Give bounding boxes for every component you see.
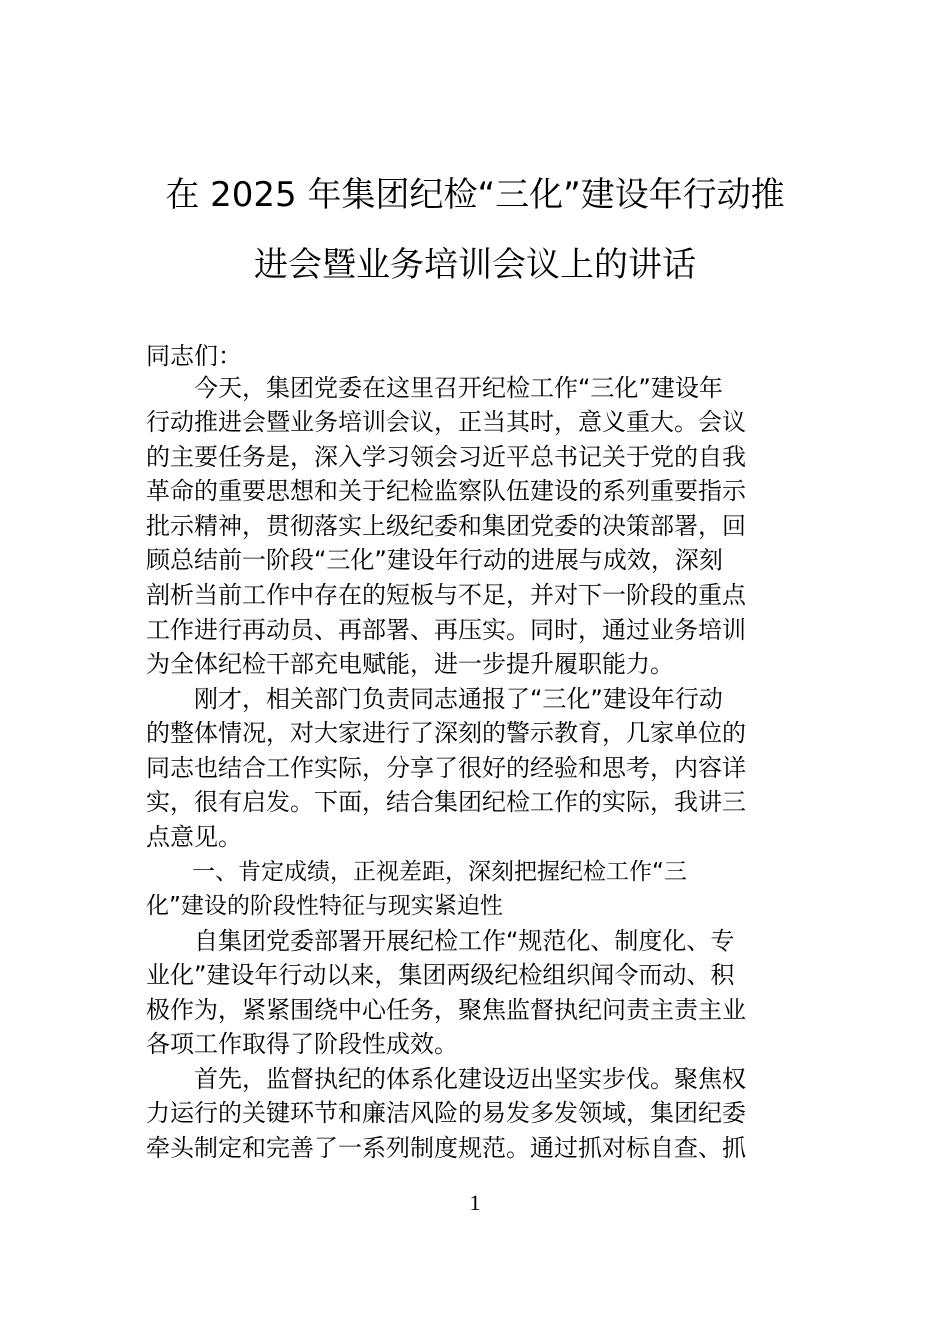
body-line: 工作进行再动员、再部署、再压实。同时，通过业务培训 [146,616,746,644]
body-line: 力运行的关键环节和廉洁风险的易发多发领域，集团纪委 [146,1099,746,1127]
page-number: 1 [469,1190,481,1215]
body-line: 自集团党委部署开展纪检工作“规范化、制度化、专 [146,927,735,955]
document-title-line-2: 进会暨业务培训会议上的讲话 [254,245,696,285]
body-line: 为全体纪检干部充电赋能，进一步提升履职能力。 [146,650,674,678]
body-line: 点意见。 [146,823,242,851]
body-line: 革命的重要思想和关于纪检监察队伍建设的系列重要指示 [146,477,746,505]
section-heading: 一、肯定成绩，正视差距，深刻把握纪检工作“三 [146,859,687,885]
body-line: 同志也结合工作实际，分享了很好的经验和思考，内容详 [146,754,746,782]
body-line: 实，很有启发。下面，结合集团纪检工作的实际，我讲三 [146,788,746,816]
body-line: 的主要任务是，深入学习领会习近平总书记关于党的自我 [146,443,746,471]
salutation: 同志们： [146,342,242,370]
body-line: 顾总结前一阶段“三化”建设年行动的进展与成效，深刻 [146,546,723,574]
body-line: 批示精神，贯彻落实上级纪委和集团党委的决策部署，回 [146,512,746,540]
body-line: 行动推进会暨业务培训会议，正当其时，意义重大。会议 [146,408,746,436]
body-line: 牵头制定和完善了一系列制度规范。通过抓对标自查、抓 [146,1134,746,1162]
body-line: 今天，集团党委在这里召开纪检工作“三化”建设年 [146,374,723,402]
document-title-line-1: 在 2025 年集团纪检“三化”建设年行动推 [165,175,785,215]
section-heading: 化”建设的阶段性特征与现实紧迫性 [146,893,503,919]
body-line: 刚才，相关部门负责同志通报了“三化”建设年行动 [146,685,723,713]
body-line: 各项工作取得了阶段性成效。 [146,1030,458,1058]
body-line: 业化”建设年行动以来，集团两级纪检组织闻令而动、积 [146,961,735,989]
body-line: 首先，监督执纪的体系化建设迈出坚实步伐。聚焦权 [146,1065,746,1093]
body-line: 极作为，紧紧围绕中心任务，聚焦监督执纪问责主责主业 [146,996,746,1024]
body-line: 的整体情况，对大家进行了深刻的警示教育，几家单位的 [146,719,746,747]
body-line: 剖析当前工作中存在的短板与不足，并对下一阶段的重点 [146,581,746,609]
